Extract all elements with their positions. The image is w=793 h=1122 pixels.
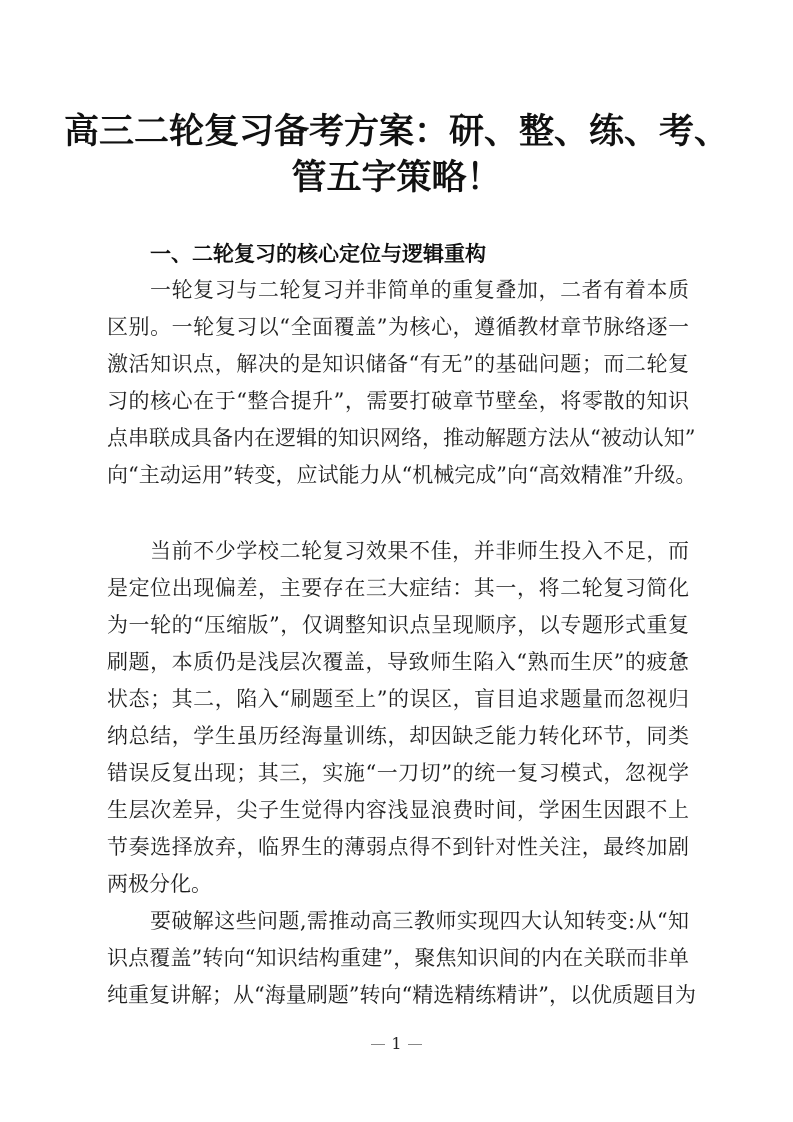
paragraph-2-line: 是定位出现偏差，主要存在三大症结：其一，将二轮复习简化 <box>107 576 689 600</box>
paragraph-2-line: 纳总结，学生虽历经海量训练，却因缺乏能力转化环节，同类 <box>107 724 689 748</box>
footer-dash-left <box>371 1044 385 1045</box>
paragraph-3-line: 纯重复讲解；从“海量刷题”转向“精选精练精讲”，以优质题目为 <box>107 983 696 1007</box>
document-title-line-1: 高三二轮复习备考方案：研、整、练、考、 <box>63 112 729 152</box>
footer-dash-right <box>408 1044 422 1045</box>
paragraph-1-line: 激活知识点，解决的是知识储备“有无”的基础问题；而二轮复 <box>107 352 689 376</box>
paragraph-2-line: 刷题，本质仍是浅层次覆盖，导致师生陷入“熟而生厌”的疲惫 <box>107 650 689 674</box>
paragraph-2-line: 生层次差异，尖子生觉得内容浅显浪费时间，学困生因跟不上 <box>107 798 689 822</box>
paragraph-2-line: 当前不少学校二轮复习效果不佳，并非师生投入不足，而 <box>150 539 689 563</box>
paragraph-2-line: 节奏选择放弃，临界生的薄弱点得不到针对性关注，最终加剧 <box>107 835 689 859</box>
paragraph-2-line: 状态；其二，陷入“刷题至上”的误区，盲目追求题量而忽视归 <box>107 687 689 711</box>
page-footer <box>0 1034 793 1054</box>
page-number: 1 <box>391 1034 402 1053</box>
document-title-line-2: 管五字策略！ <box>291 158 502 198</box>
paragraph-1-line: 一轮复习与二轮复习并非简单的重复叠加，二者有着本质 <box>150 278 689 302</box>
paragraph-2-line: 为一轮的“压缩版”，仅调整知识点呈现顺序，以专题形式重复 <box>107 613 689 637</box>
paragraph-1-line: 点串联成具备内在逻辑的知识网络，推动解题方法从“被动认知” <box>107 426 696 450</box>
paragraph-3-line: 要破解这些问题,需推动高三教师实现四大认知转变:从“知 <box>150 909 689 933</box>
paragraph-1-line: 区别。一轮复习以“全面覆盖”为核心，遵循教材章节脉络逐一 <box>107 315 689 339</box>
paragraph-1-line: 向“主动运用”转变，应试能力从“机械完成”向“高效精准”升级。 <box>107 463 697 487</box>
section-heading: 一、二轮复习的核心定位与逻辑重构 <box>150 242 486 266</box>
paragraph-2-line: 两极分化。 <box>107 872 212 896</box>
paragraph-2-line: 错误反复出现；其三，实施“一刀切”的统一复习模式，忽视学 <box>107 761 689 785</box>
paragraph-3-line: 识点覆盖”转向“知识结构重建”，聚焦知识间的内在关联而非单 <box>107 946 689 970</box>
paragraph-1-line: 习的核心在于“整合提升”，需要打破章节壁垒，将零散的知识 <box>107 389 689 413</box>
